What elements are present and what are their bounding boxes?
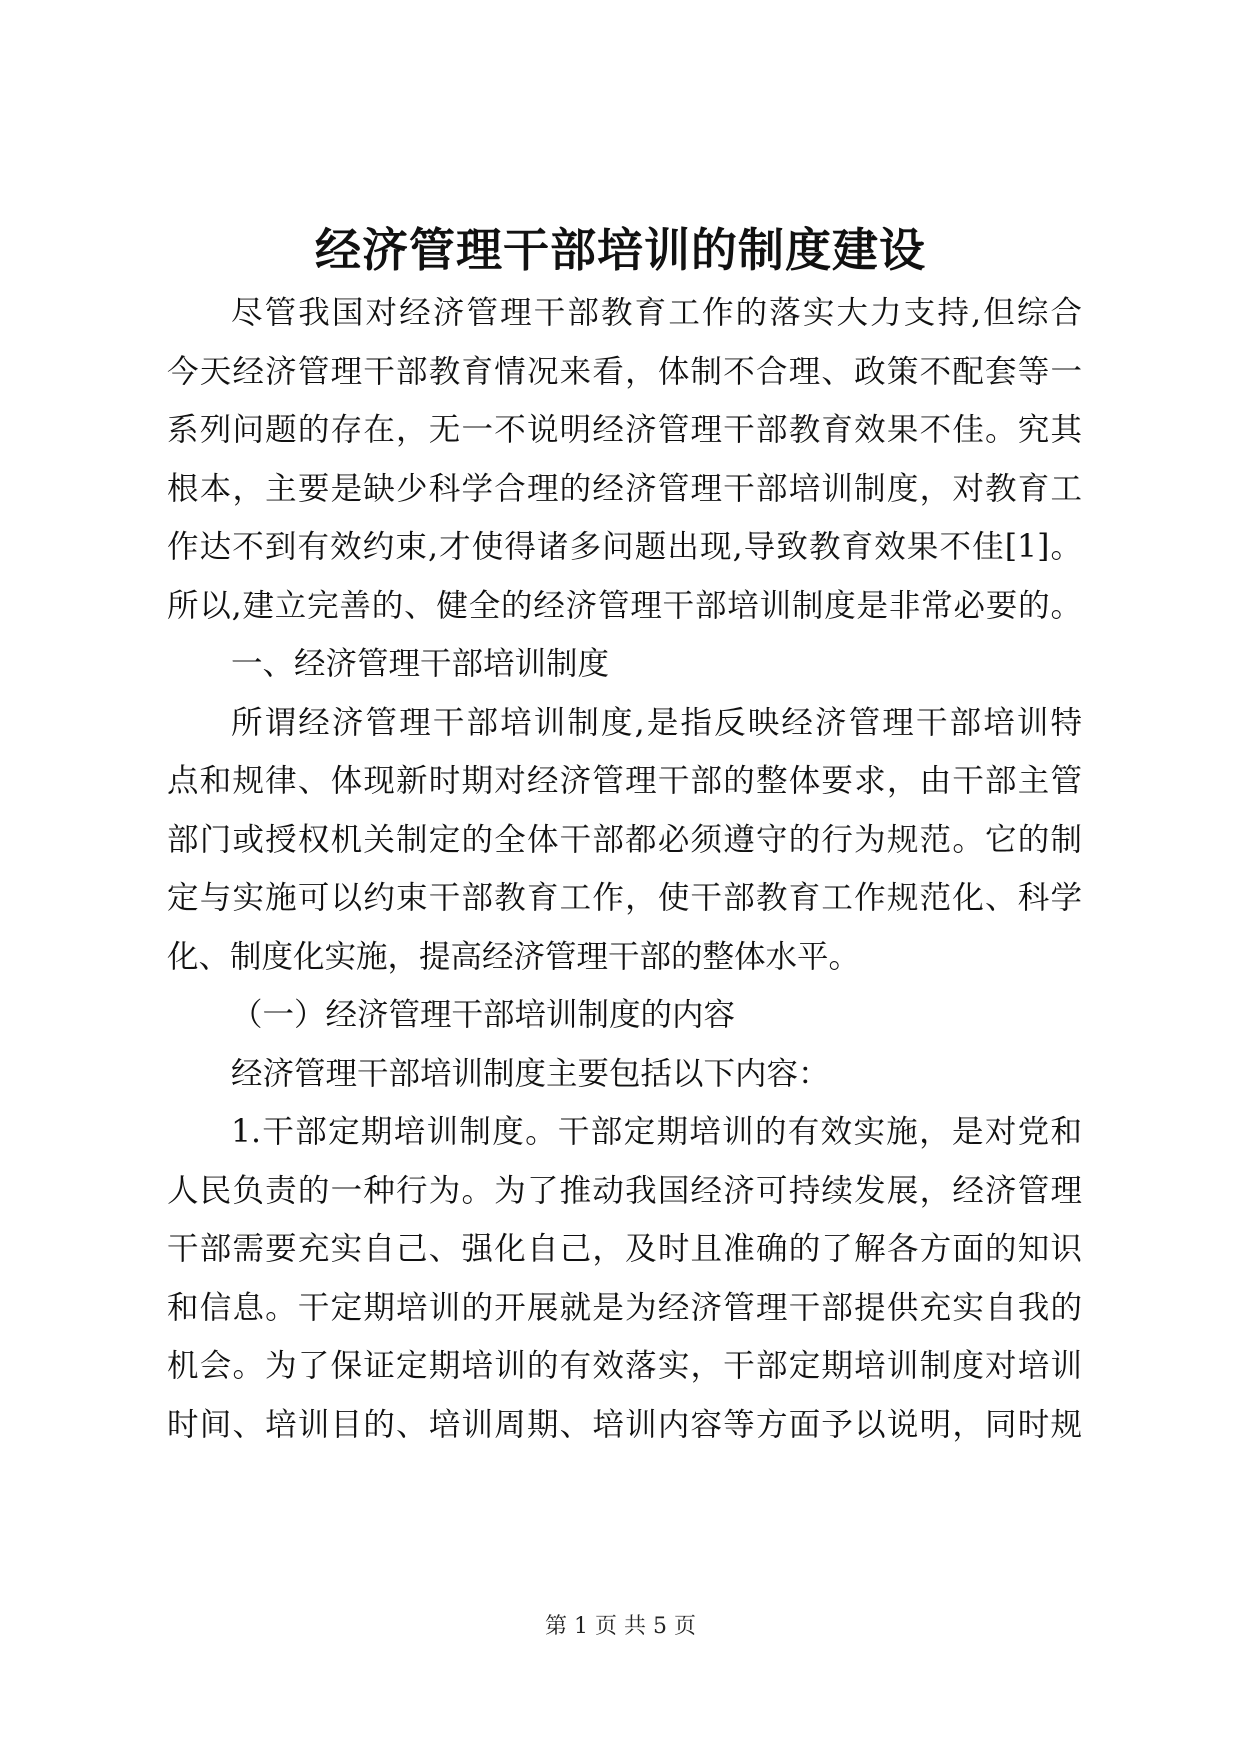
paragraph-line: 机会。为了保证定期培训的有效落实，干部定期培训制度对培训: [167, 1348, 1082, 1384]
paragraph-line: 定与实施可以约束干部教育工作，使干部教育工作规范化、科学: [167, 880, 1082, 916]
paragraph-line: 人民负责的一种行为。为了推动我国经济可持续发展，经济管理: [167, 1172, 1082, 1209]
document-title: 经济管理干部培训的制度建设: [315, 223, 926, 277]
subsection-heading: （一）经济管理干部培训制度的内容: [231, 997, 736, 1033]
document-body: [167, 284, 1082, 1454]
paragraph-line: 和信息。干定期培训的开展就是为经济管理干部提供充实自我的: [167, 1289, 1082, 1326]
paragraph-line: 化、制度化实施，提高经济管理干部的整体水平。: [167, 938, 861, 975]
paragraph-line: 所以,建立完善的、健全的经济管理干部培训制度是非常必要的。: [167, 587, 1082, 624]
paragraph-line: 系列问题的存在，无一不说明经济管理干部教育效果不佳。究其: [167, 412, 1082, 448]
section-heading: 一、经济管理干部培训制度: [231, 646, 610, 682]
paragraph-line: 干部需要充实自己、强化自己，及时且准确的了解各方面的知识: [167, 1231, 1082, 1267]
paragraph-line: 经济管理干部培训制度主要包括以下内容：: [231, 1055, 830, 1092]
paragraph-line: 根本，主要是缺少科学合理的经济管理干部培训制度，对教育工: [167, 470, 1082, 507]
paragraph-line: 尽管我国对经济管理干部教育工作的落实大力支持,但综合: [231, 295, 1082, 331]
page-number-footer: 第 1 页 共 5 页: [545, 1614, 696, 1639]
paragraph-line: 所谓经济管理干部培训制度,是指反映经济管理干部培训特: [231, 704, 1082, 741]
paragraph-line: 1.干部定期培训制度。干部定期培训的有效实施，是对党和: [231, 1114, 1082, 1150]
paragraph-line: 时间、培训目的、培训周期、培训内容等方面予以说明，同时规: [167, 1406, 1082, 1443]
paragraph-line: 今天经济管理干部教育情况来看，体制不合理、政策不配套等一: [167, 353, 1082, 390]
paragraph-line: 点和规律、体现新时期对经济管理干部的整体要求，由干部主管: [167, 763, 1082, 799]
paragraph-line: 部门或授权机关制定的全体干部都必须遵守的行为规范。它的制: [167, 821, 1082, 858]
paragraph-line: 作达不到有效约束,才使得诸多问题出现,导致教育效果不佳[1]。: [167, 529, 1082, 565]
